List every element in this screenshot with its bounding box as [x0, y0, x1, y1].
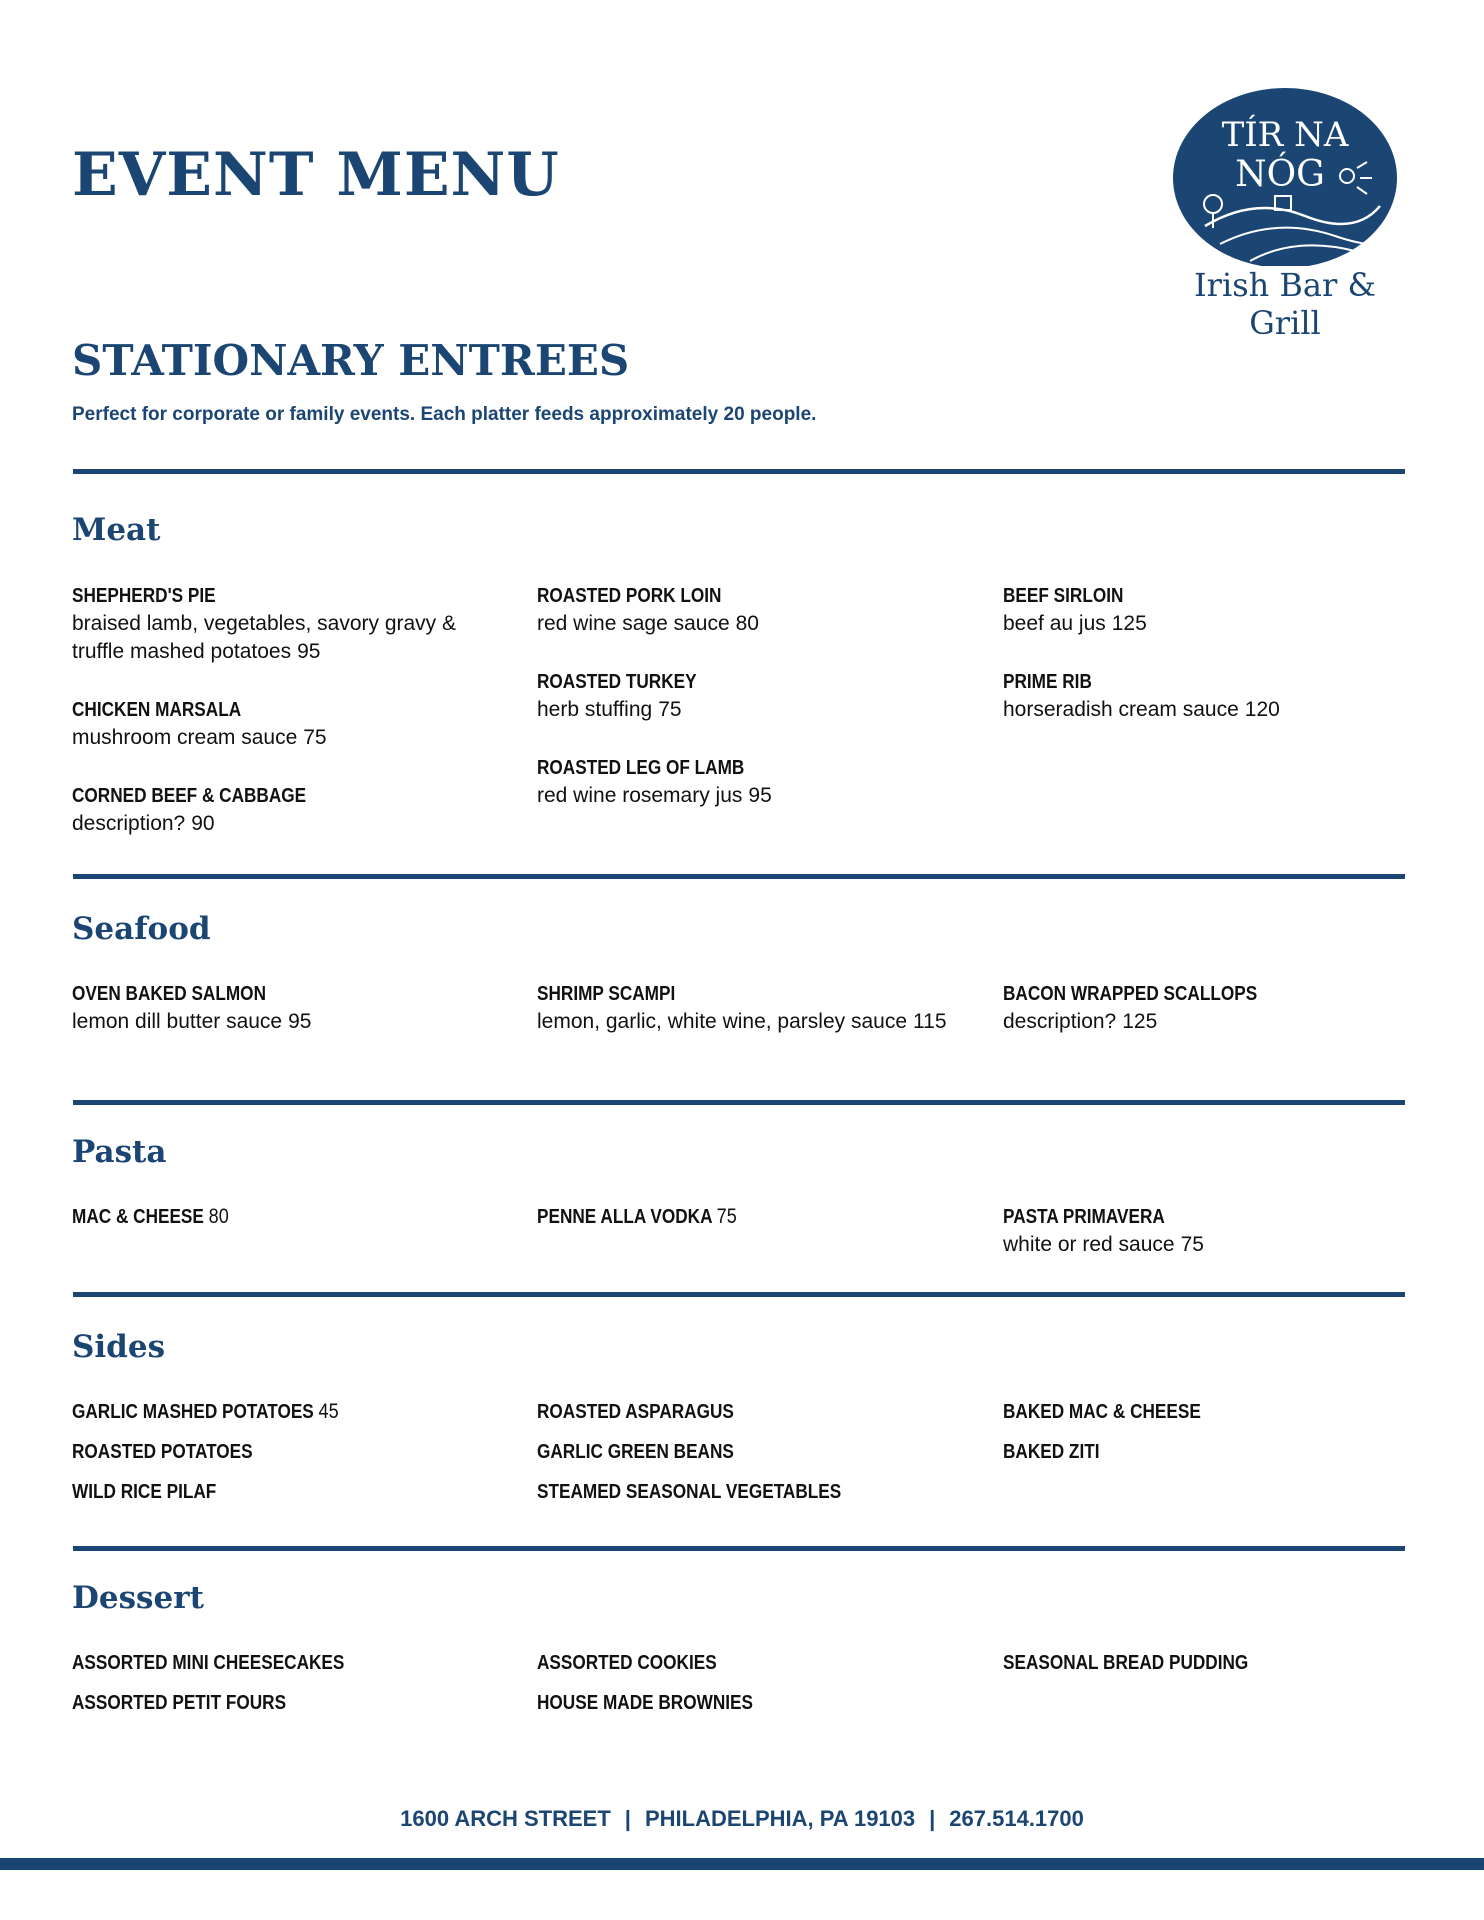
- item-price: 75: [716, 1205, 737, 1228]
- item-price: 75: [303, 726, 327, 749]
- list-item: WILD RICE PILAF: [72, 1481, 217, 1503]
- item-name: OVEN BAKED SALMON: [72, 983, 266, 1005]
- item-price: 115: [913, 1010, 947, 1033]
- item-description: description? 90: [72, 812, 215, 835]
- divider: [73, 1292, 1405, 1297]
- seafood-column-1: [72, 980, 512, 1066]
- footer-city: PHILADELPHIA, PA 19103: [644, 1806, 916, 1831]
- section-intro: Perfect for corporate or family events. Each platter feeds approximately 20 people.: [72, 404, 817, 425]
- item-name: BACON WRAPPED SCALLOPS: [1003, 983, 1258, 1005]
- item-description: braised lamb, vegetables, savory gravy & truffle mashed potatoes 95: [72, 612, 457, 663]
- list-item: ASSORTED COOKIES: [537, 1652, 717, 1674]
- item-description: mushroom cream sauce 75: [72, 726, 327, 749]
- divider: [73, 469, 1405, 474]
- item-price: 125: [1111, 612, 1147, 635]
- footer-contact: [0, 1806, 1484, 1832]
- list-item: HOUSE MADE BROWNIES: [537, 1692, 753, 1714]
- page-title: EVENT MENU: [72, 140, 560, 210]
- item-price: 75: [658, 698, 682, 721]
- footer-separator: |: [624, 1806, 631, 1831]
- item-description: horseradish cream sauce 120: [1003, 698, 1280, 721]
- meat-column-1: [72, 582, 512, 868]
- list-item: STEAMED SEASONAL VEGETABLES: [537, 1481, 842, 1503]
- logo-name-line2: NÓG: [1235, 154, 1325, 195]
- pasta-column-1: [72, 1203, 512, 1231]
- item-name: PASTA PRIMAVERA: [1003, 1206, 1165, 1228]
- item-price: 125: [1122, 1010, 1158, 1033]
- menu-item: [72, 782, 512, 838]
- divider: [73, 1100, 1405, 1105]
- category-title-pasta: Pasta: [72, 1134, 167, 1170]
- pasta-column-2: [537, 1203, 977, 1231]
- logo-emblem: [1165, 86, 1405, 266]
- logo-name-line1: TÍR NA: [1221, 115, 1349, 155]
- item-name: BEEF SIRLOIN: [1003, 585, 1124, 607]
- list-item: ASSORTED PETIT FOURS: [72, 1692, 287, 1714]
- seafood-column-2: [537, 980, 977, 1066]
- footer-address: 1600 ARCH STREET: [400, 1806, 611, 1831]
- item-name: PRIME RIB: [1003, 671, 1092, 693]
- item-price: 75: [1180, 1233, 1204, 1256]
- item-price: 80: [735, 612, 759, 635]
- item-name: PENNE ALLA VODKA 75: [537, 1205, 737, 1228]
- meat-column-3: [1003, 582, 1443, 754]
- item-description: lemon dill butter sauce 95: [72, 1010, 312, 1033]
- item-price: 95: [748, 784, 772, 807]
- category-title-meat: Meat: [72, 512, 161, 548]
- menu-item: [72, 582, 512, 666]
- item-description: description? 125: [1003, 1010, 1158, 1033]
- divider: [73, 1546, 1405, 1551]
- item-description: herb stuffing 75: [537, 698, 682, 721]
- menu-item: [537, 980, 977, 1036]
- list-item: GARLIC GREEN BEANS: [537, 1441, 734, 1463]
- list-item: BAKED ZITI: [1003, 1441, 1100, 1463]
- item-name: ROASTED TURKEY: [537, 671, 697, 693]
- menu-item: [72, 696, 512, 752]
- list-item: GARLIC MASHED POTATOES 45: [72, 1400, 339, 1423]
- item-price: 95: [297, 640, 321, 663]
- menu-item: [537, 754, 977, 810]
- menu-item: [537, 668, 977, 724]
- item-price: 120: [1244, 698, 1280, 721]
- menu-item: [1003, 668, 1443, 724]
- item-price: 95: [288, 1010, 312, 1033]
- list-item: ROASTED POTATOES: [72, 1441, 253, 1463]
- list-item: BAKED MAC & CHEESE: [1003, 1401, 1201, 1423]
- dessert-column-1: [72, 1643, 512, 1723]
- item-name: CHICKEN MARSALA: [72, 699, 242, 721]
- meat-column-2: [537, 582, 977, 840]
- sides-column-1: [72, 1392, 512, 1512]
- sides-column-2: [537, 1392, 977, 1512]
- restaurant-logo: [1165, 86, 1405, 342]
- category-title-seafood: Seafood: [72, 911, 211, 947]
- list-item: ROASTED ASPARAGUS: [537, 1401, 734, 1423]
- item-description: lemon, garlic, white wine, parsley sauce 115: [537, 1010, 947, 1033]
- item-price: 80: [208, 1205, 229, 1228]
- item-price: 90: [191, 812, 215, 835]
- category-title-dessert: Dessert: [72, 1580, 204, 1616]
- item-description: red wine sage sauce 80: [537, 612, 759, 635]
- logo-tagline: Irish Bar & Grill: [1194, 266, 1376, 342]
- pasta-column-3: [1003, 1203, 1443, 1289]
- item-description: beef au jus 125: [1003, 612, 1147, 635]
- item-description: white or red sauce 75: [1003, 1233, 1204, 1256]
- list-item: ASSORTED MINI CHEESECAKES: [72, 1652, 345, 1674]
- category-title-sides: Sides: [72, 1329, 166, 1365]
- item-name: MAC & CHEESE 80: [72, 1205, 229, 1228]
- section-title: STATIONARY ENTREES: [72, 336, 630, 385]
- item-description: red wine rosemary jus 95: [537, 784, 772, 807]
- menu-item: [1003, 980, 1443, 1036]
- item-name: SHRIMP SCAMPI: [537, 983, 676, 1005]
- footer-bar: [0, 1858, 1484, 1870]
- menu-item: [1003, 1203, 1443, 1259]
- footer-phone: 267.514.1700: [949, 1806, 1084, 1831]
- dessert-column-2: [537, 1643, 977, 1723]
- divider: [73, 874, 1405, 879]
- dessert-column-3: [1003, 1643, 1443, 1683]
- item-name: ROASTED LEG OF LAMB: [537, 757, 745, 779]
- menu-item: [537, 582, 977, 638]
- menu-item: [1003, 582, 1443, 638]
- item-name: SHEPHERD'S PIE: [72, 585, 216, 607]
- item-price: 45: [318, 1400, 339, 1423]
- sides-column-3: [1003, 1392, 1443, 1472]
- footer-separator: |: [929, 1806, 936, 1831]
- seafood-column-3: [1003, 980, 1443, 1066]
- menu-item: [72, 980, 512, 1036]
- list-item: SEASONAL BREAD PUDDING: [1003, 1652, 1249, 1674]
- item-name: ROASTED PORK LOIN: [537, 585, 722, 607]
- item-name: CORNED BEEF & CABBAGE: [72, 785, 307, 807]
